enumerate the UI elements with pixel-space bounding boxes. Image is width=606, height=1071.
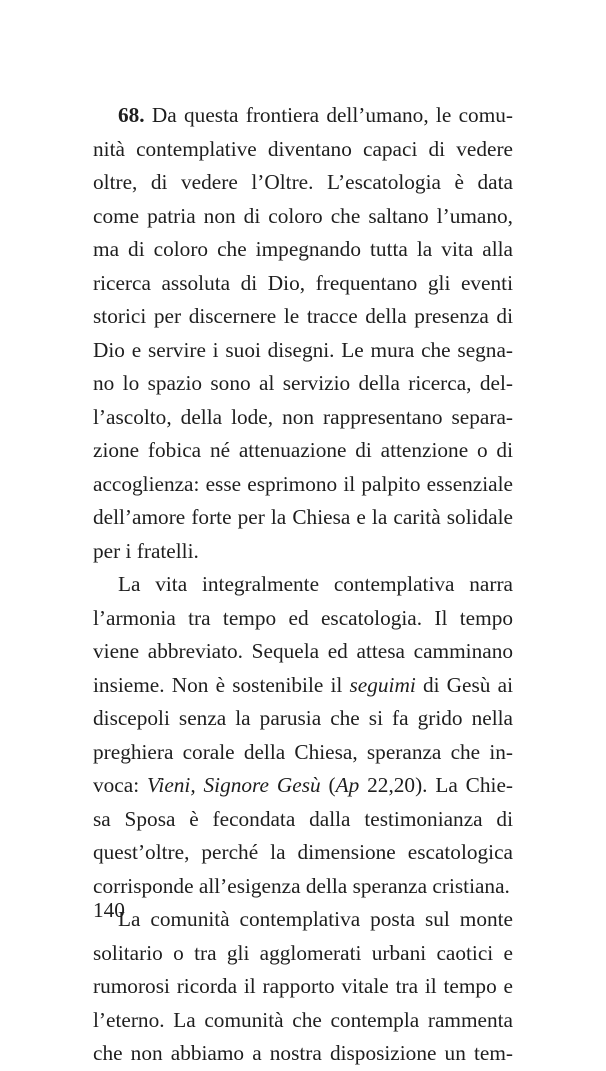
text-line [93,736,513,770]
text-run: per i fratelli. [93,538,199,563]
text-run: oltre, di vedere l’Oltre. L’escatologia è data [93,170,513,194]
text-line [93,870,513,904]
text-line [93,702,513,736]
text-run: La comunità contemplativa posta sul monte [118,907,513,931]
text-run: come patria non di coloro che saltano l’umano, [93,203,513,228]
text-run: Da questa frontiera dell’umano, le comu- [144,103,513,127]
text-line [93,602,513,636]
text-run: quest’oltre, perché la dimensione escatologica [93,840,513,864]
text-run: solitario o tra gli agglomerati urbani caotici e [93,940,513,965]
text-run: accoglienza: esse esprimono il palpito essenziale [93,471,513,496]
text-run: no lo spazio sono al servizio della ricerca, del- [93,371,513,395]
text-run: storici per discernere le tracce della presenza di [93,304,513,328]
text-line [93,970,513,1004]
text-run: ( [320,773,336,797]
text-run: che non abbiamo a nostra disposizione un tem- [93,1041,513,1065]
text-run: di Gesù ai [415,672,513,697]
text-line [93,367,513,401]
text-run: discepoli senza la parusia che si fa grido nella [93,706,513,730]
text-line [93,669,513,703]
text-run: sa Sposa è fecondata dalla testimonianza di [93,806,513,831]
text-line [93,937,513,971]
text-line [93,568,513,602]
text-line [93,267,513,301]
text-line [93,468,513,502]
text-line [93,535,513,569]
text-line [93,133,513,167]
text-run: Dio e servire i suoi disegni. Le mura che segna- [93,337,513,362]
text-run: voca: [93,773,147,797]
text-line [93,635,513,669]
text-line [93,1004,513,1038]
text-line [93,803,513,837]
text-line [93,769,513,803]
text-line [93,501,513,535]
text-line [93,836,513,870]
text-run: insieme. Non è sostenibile il [93,672,350,697]
text-line [93,233,513,267]
text-run: viene abbreviato. Sequela ed attesa camminano [93,639,513,663]
text-run: 22,20). La Chie- [359,773,513,797]
text-run: ma di coloro che impegnando tutta la vita alla [93,237,513,261]
paragraph-number: 68. [118,103,145,127]
text-run: La vita integralmente contemplativa narra [118,572,513,596]
text-line [93,903,513,937]
text-run: l’ascolto, della lode, non rappresentano separa- [93,404,513,429]
text-line [93,300,513,334]
text-run: l’eterno. La comunità che contempla rammenta [93,1007,513,1032]
paragraph [93,99,513,568]
text-run: preghiera corale della Chiesa, speranza che in- [93,739,513,764]
text-run: zione fobica né attenuazione di attenzione o di [93,438,513,462]
page-number: 140 [93,898,125,922]
text-run: nità contemplative diventano capaci di vedere [93,136,513,161]
italic-text: Vieni, Signore Gesù [146,773,321,797]
text-run: rumorosi ricorda il rapporto vitale tra il tempo e [93,974,513,998]
text-line [93,99,513,133]
italic-text: Ap [335,773,360,797]
italic-text: seguimi [349,672,416,697]
text-run: dell’amore forte per la Chiesa e la carità solidale [93,505,513,529]
text-run: corrisponde all’esigenza della speranza cristiana. [93,873,510,898]
text-line [93,334,513,368]
text-line [93,200,513,234]
text-line [93,166,513,200]
text-run: l’armonia tra tempo ed escatologia. Il tempo [93,605,513,630]
paragraph [93,568,513,903]
text-run: ricerca assoluta di Dio, frequentano gli eventi [93,270,513,295]
text-line [93,401,513,435]
body-text [93,99,513,1071]
text-line [93,434,513,468]
text-line [93,1037,513,1071]
paragraph [93,903,513,1071]
